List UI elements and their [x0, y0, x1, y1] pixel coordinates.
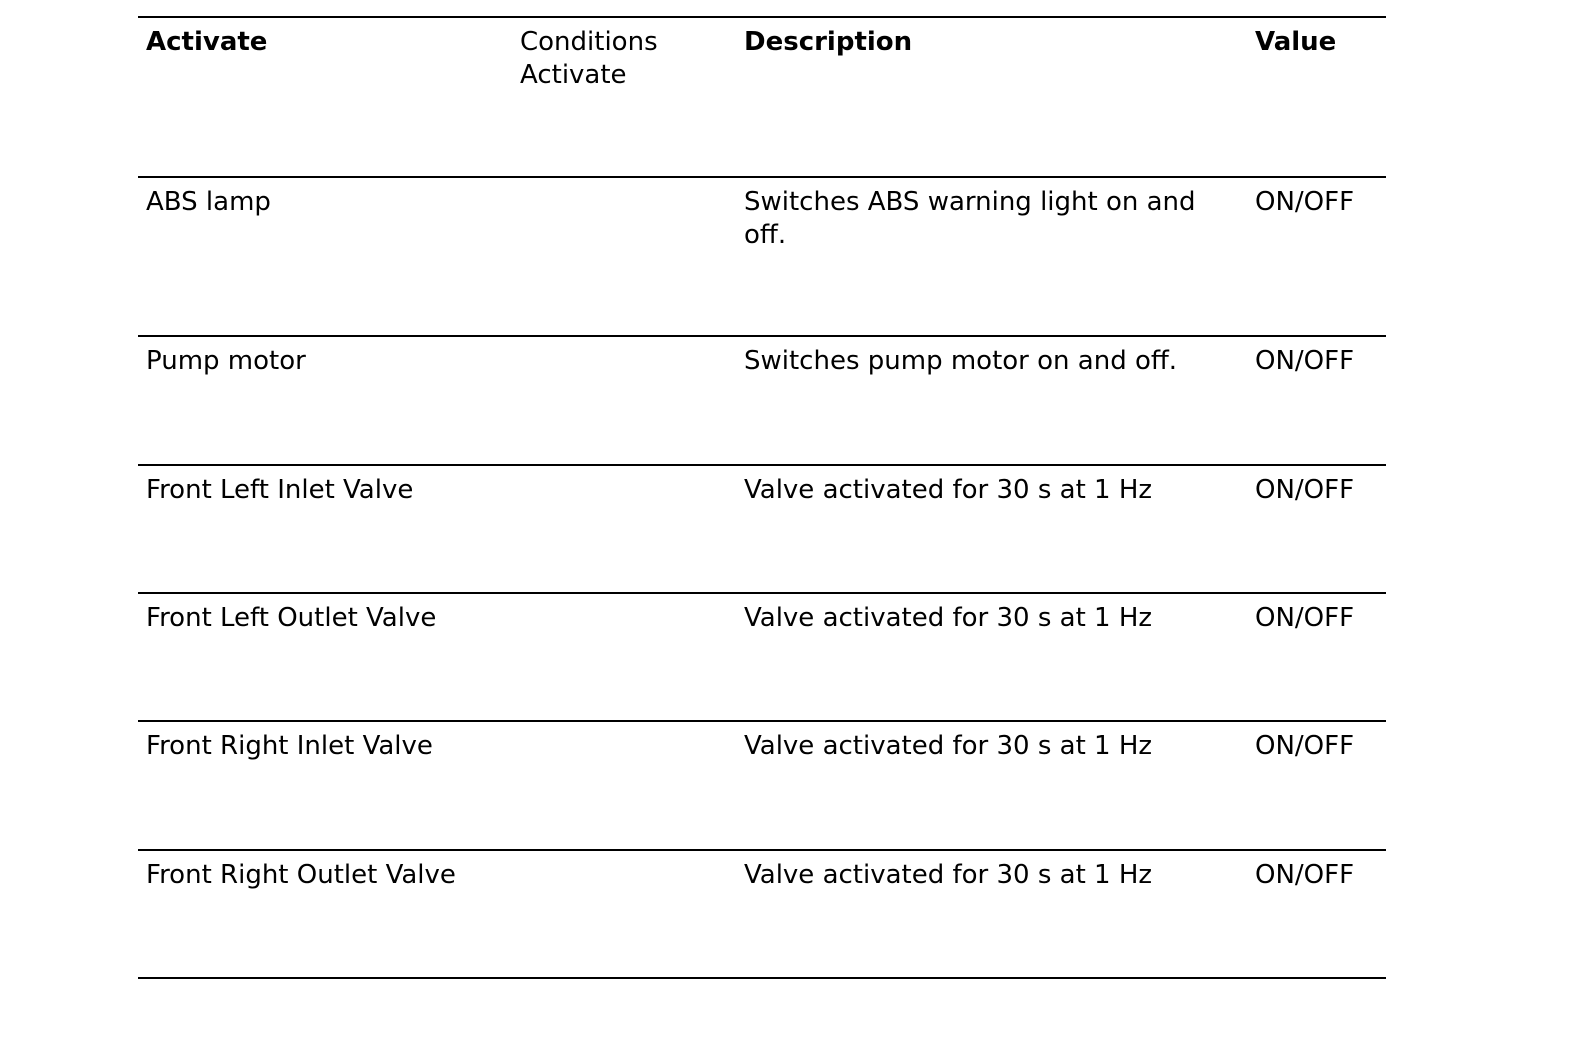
- cell-conditions: [512, 336, 736, 465]
- cell-conditions: [512, 850, 736, 978]
- cell-value: ON/OFF: [1247, 850, 1386, 978]
- cell-description: Switches ABS warning light on and off.: [736, 177, 1247, 336]
- activation-table: [138, 16, 1386, 979]
- cell-conditions: [512, 593, 736, 721]
- header-conditions: [512, 17, 736, 177]
- header-activate: Activate: [138, 17, 512, 177]
- cell-conditions: [512, 177, 736, 336]
- cell-conditions: [512, 465, 736, 593]
- table-row: [138, 721, 1386, 850]
- cell-description: Valve activated for 30 s at 1 Hz: [736, 850, 1247, 978]
- cell-description: Switches pump motor on and off.: [736, 336, 1247, 465]
- table-row: [138, 850, 1386, 978]
- cell-value: ON/OFF: [1247, 177, 1386, 336]
- cell-activate: Front Left Inlet Valve: [138, 465, 512, 593]
- cell-value: ON/OFF: [1247, 593, 1386, 721]
- cell-activate: Front Right Outlet Valve: [138, 850, 512, 978]
- table-row: [138, 336, 1386, 465]
- table-row: [138, 465, 1386, 593]
- cell-activate: Pump motor: [138, 336, 512, 465]
- cell-activate: Front Left Outlet Valve: [138, 593, 512, 721]
- header-value: Value: [1247, 17, 1386, 177]
- cell-value: ON/OFF: [1247, 721, 1386, 850]
- cell-activate: Front Right Inlet Valve: [138, 721, 512, 850]
- header-conditions-label: Conditions Activate: [520, 27, 658, 90]
- cell-conditions: [512, 721, 736, 850]
- cell-value: ON/OFF: [1247, 336, 1386, 465]
- table-header-row: [138, 17, 1386, 177]
- table-row: [138, 593, 1386, 721]
- cell-value: ON/OFF: [1247, 465, 1386, 593]
- cell-description: Valve activated for 30 s at 1 Hz: [736, 721, 1247, 850]
- cell-activate: ABS lamp: [138, 177, 512, 336]
- table-row: [138, 177, 1386, 336]
- header-description: Description: [736, 17, 1247, 177]
- cell-description: Valve activated for 30 s at 1 Hz: [736, 465, 1247, 593]
- cell-description: Valve activated for 30 s at 1 Hz: [736, 593, 1247, 721]
